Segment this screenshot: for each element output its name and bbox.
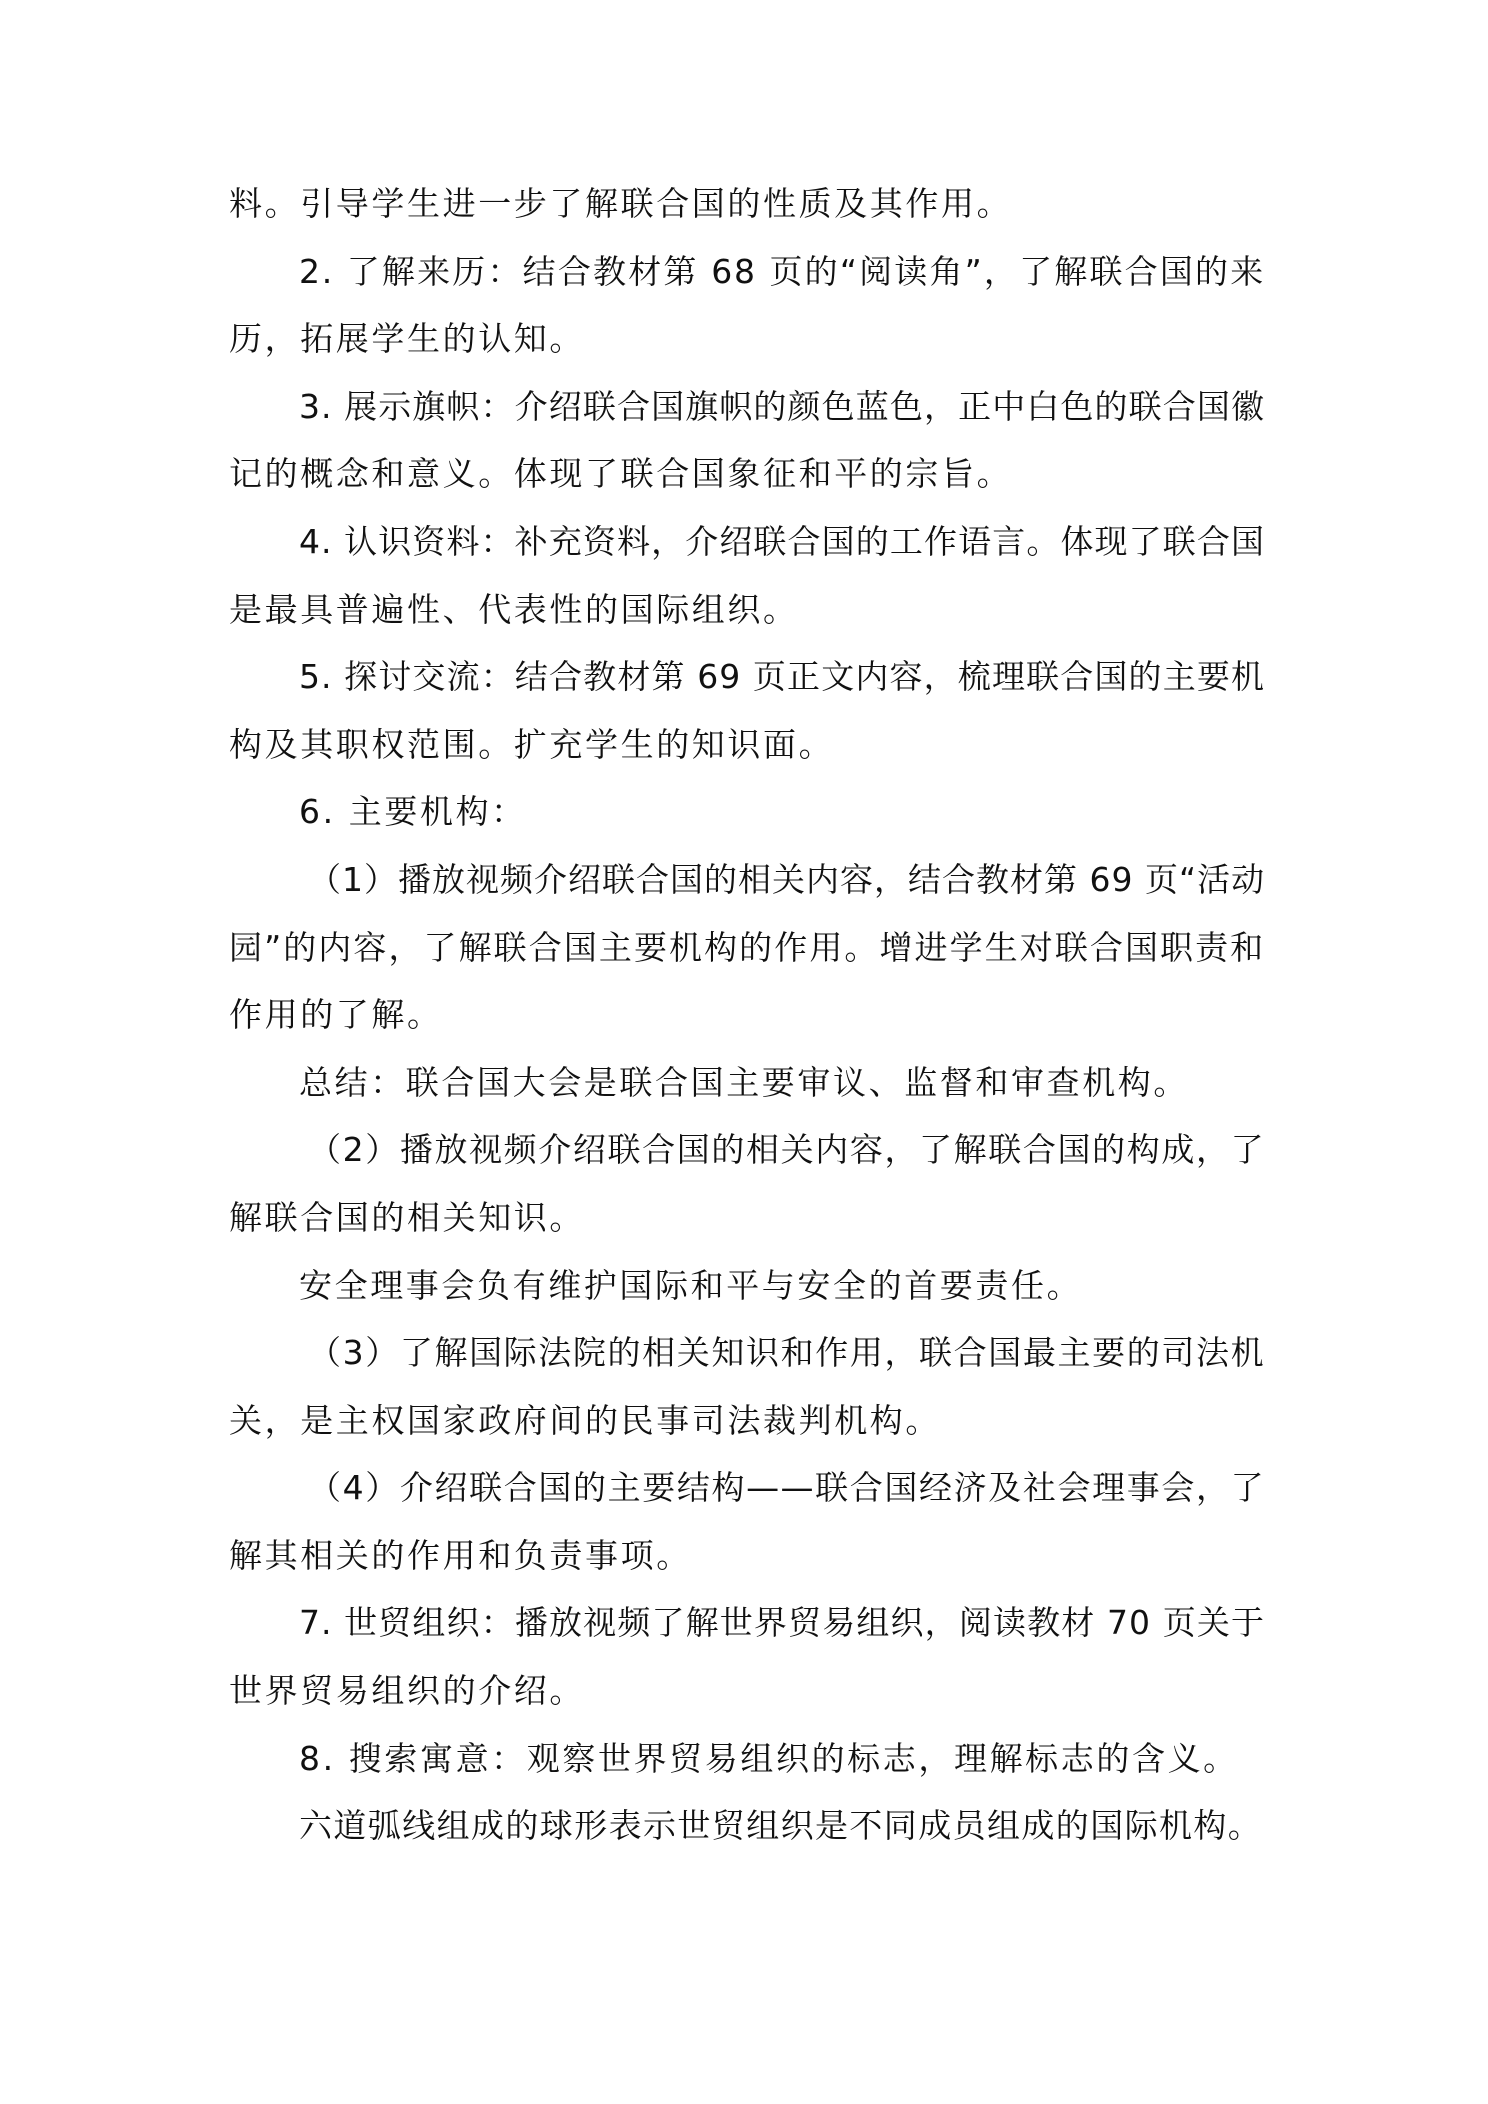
text-line: 2. 了解来历：结合教材第 68 页的“阅读角”，了解联合国的来	[299, 251, 1265, 291]
text-line: （1）播放视频介绍联合国的相关内容，结合教材第 69 页“活动	[308, 859, 1266, 899]
text-line: 历，拓展学生的认知。	[229, 319, 585, 359]
text-line: 总结：联合国大会是联合国主要审议、监督和审查机构。	[299, 1062, 1189, 1102]
document-body	[229, 170, 1265, 1860]
text-line: （4）介绍联合国的主要结构——联合国经济及社会理事会，了	[308, 1468, 1265, 1508]
text-line: 3. 展示旗帜：介绍联合国旗帜的颜色蓝色，正中白色的联合国徽	[299, 386, 1265, 426]
text-line: 世界贸易组织的介绍。	[229, 1671, 585, 1711]
text-line: 8. 搜索寓意：观察世界贸易组织的标志，理解标志的含义。	[299, 1738, 1239, 1778]
text-line: 园”的内容，了解联合国主要机构的作用。增进学生对联合国职责和	[229, 927, 1265, 967]
text-line: 构及其职权范围。扩充学生的知识面。	[229, 724, 835, 764]
text-line: 六道弧线组成的球形表示世贸组织是不同成员组成的国际机构。	[299, 1806, 1263, 1846]
text-line: 6. 主要机构：	[299, 792, 527, 832]
text-line: 5. 探讨交流：结合教材第 69 页正文内容，梳理联合国的主要机	[299, 657, 1265, 697]
text-line: 安全理事会负有维护国际和平与安全的首要责任。	[299, 1265, 1083, 1305]
text-line: 记的概念和意义。体现了联合国象征和平的宗旨。	[229, 454, 1013, 494]
text-line: 关，是主权国家政府间的民事司法裁判机构。	[229, 1400, 941, 1440]
text-line: （2）播放视频介绍联合国的相关内容，了解联合国的构成，了	[308, 1130, 1265, 1170]
text-line: 解其相关的作用和负责事项。	[229, 1535, 692, 1575]
text-line: 作用的了解。	[229, 995, 443, 1035]
text-line: 是最具普遍性、代表性的国际组织。	[229, 589, 799, 629]
text-line: 7. 世贸组织：播放视频了解世界贸易组织，阅读教材 70 页关于	[299, 1603, 1265, 1643]
text-line: 解联合国的相关知识。	[229, 1197, 585, 1237]
text-line: 4. 认识资料：补充资料，介绍联合国的工作语言。体现了联合国	[299, 521, 1265, 561]
text-line: （3）了解国际法院的相关知识和作用，联合国最主要的司法机	[308, 1333, 1265, 1373]
text-line: 料。引导学生进一步了解联合国的性质及其作用。	[229, 184, 1013, 223]
